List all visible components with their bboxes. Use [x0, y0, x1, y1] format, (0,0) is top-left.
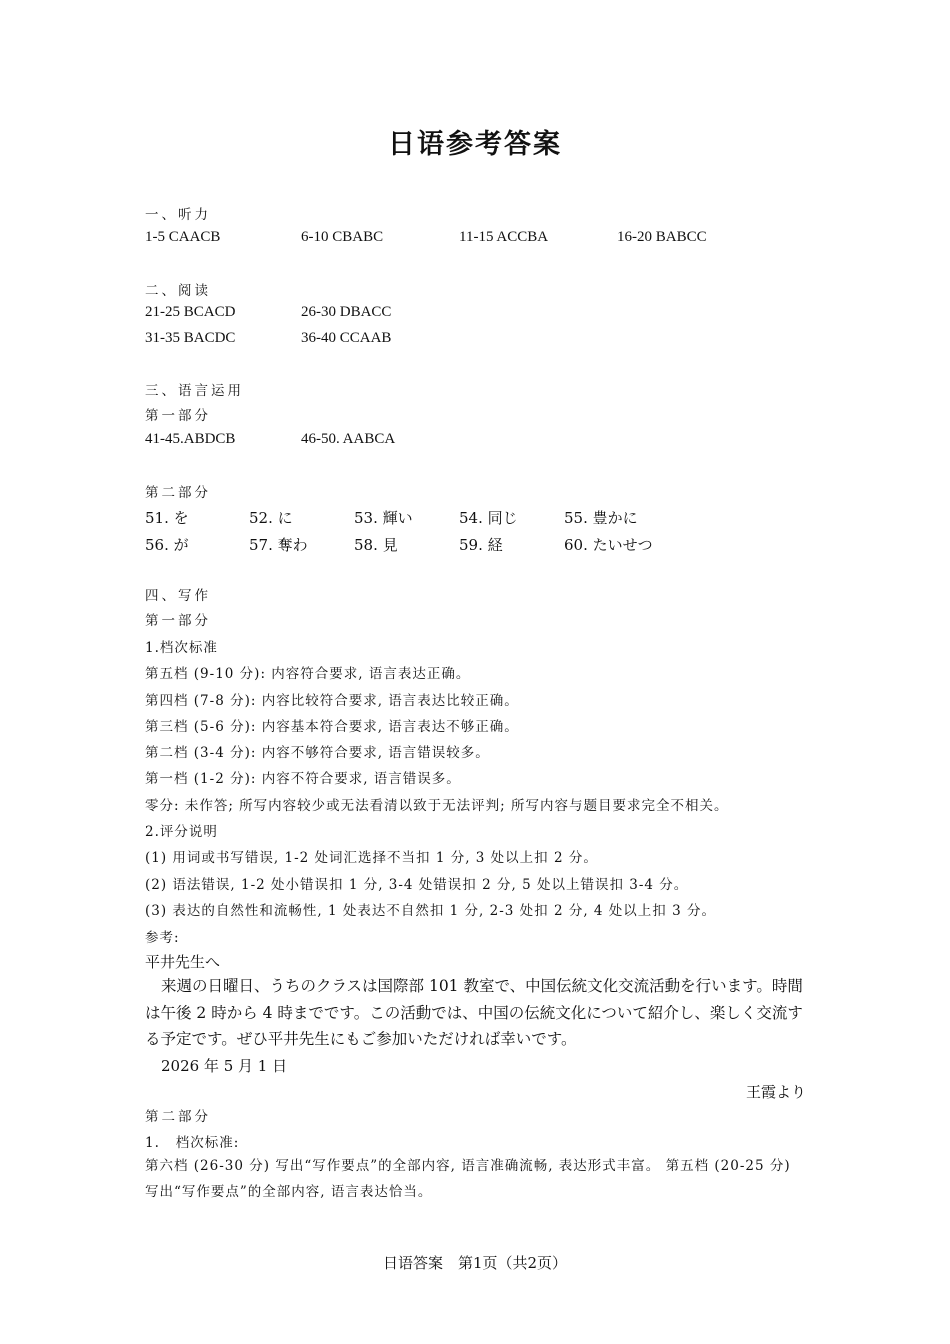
answer-row: 21-25 BCACD — [145, 304, 236, 320]
subsection-heading: 1. 档次标准: — [145, 1135, 240, 1151]
answer-row: 36-40 CCAAB — [301, 330, 392, 346]
grading-line: 第三档 (5-6 分): 内容基本符合要求, 语言表达不够正确。 — [145, 719, 519, 735]
grading-paragraph: 第六档 (26-30 分) 写出“写作要点”的全部内容, 语言准确流畅, 表达形式丰富。 第五档 (20-25 分) 写出“写作要点”的全部内容, 语言表达恰当。 — [145, 1158, 791, 1200]
answer-item: 59. 経 — [459, 536, 503, 554]
eval-line: (3) 表达的自然性和流畅性, 1 处表达不自然扣 1 分, 2-3 处扣 2 分, 4 处以上扣 3 分。 — [145, 903, 716, 919]
answer-item: 57. 奪わ — [249, 536, 308, 554]
letter-signature: 王霞より — [745, 1083, 806, 1101]
letter-date: 2026 年 5 月 1 日 — [161, 1057, 288, 1075]
grading-line: 零分: 未作答; 所写内容较少或无法看清以致于无法评判; 所写内容与题目要求完全不相关。 — [145, 798, 729, 814]
answer-item: 53. 輝い — [354, 509, 413, 527]
grading-line: 第四档 (7-8 分): 内容比较符合要求, 语言表达比较正确。 — [145, 693, 519, 709]
section-reading-heading: 二、阅读 — [145, 283, 211, 299]
answer-item: 52. に — [249, 509, 293, 527]
answer-row: 41-45.ABDCB — [145, 431, 236, 447]
answer-row: 31-35 BACDC — [145, 330, 236, 346]
answer-item: 54. 同じ — [459, 509, 518, 527]
letter-salutation: 平井先生へ — [145, 953, 221, 971]
answer-row: 6-10 CBABC — [301, 229, 384, 245]
part-heading: 第一部分 — [145, 613, 211, 629]
part-heading: 第一部分 — [145, 408, 211, 424]
part-heading: 第二部分 — [145, 485, 211, 501]
answer-item: 60. たいせつ — [564, 536, 653, 554]
eval-line: (1) 用词或书写错误, 1-2 处词汇选择不当扣 1 分, 3 处以上扣 2 分。 — [145, 850, 598, 866]
subsection-heading: 1.档次标准 — [145, 640, 218, 656]
grading-line: 第一档 (1-2 分): 内容不符合要求, 语言错误多。 — [145, 771, 461, 787]
answer-item: 56. が — [145, 536, 189, 554]
reference-label: 参考: — [145, 930, 180, 946]
answer-row: 26-30 DBACC — [301, 304, 392, 320]
section-writing-heading: 四、写作 — [145, 588, 211, 604]
grading-line: 第五档 (9-10 分): 内容符合要求, 语言表达正确。 — [145, 666, 471, 682]
answer-item: 55. 豊かに — [564, 509, 638, 527]
answer-item: 58. 見 — [354, 536, 398, 554]
answer-row: 11-15 ACCBA — [459, 229, 549, 245]
answer-row: 16-20 BABCC — [617, 229, 707, 245]
part-heading: 第二部分 — [145, 1109, 211, 1125]
letter-body: 来週の日曜日、うちのクラスは国際部 101 教室で、中国伝統文化交流活動を行います。時間は午後 2 時から 4 時までです。この活動では、中国の伝統文化について紹介し、楽しく交流する予定です。ぜひ平井先生にもご参加いただければ幸いです。 — [145, 977, 803, 1048]
subsection-heading: 2.评分说明 — [145, 824, 218, 840]
section-language-heading: 三、语言运用 — [145, 383, 244, 399]
answer-row: 1-5 CAACB — [145, 229, 221, 245]
answer-item: 51. を — [145, 509, 189, 527]
eval-line: (2) 语法错误, 1-2 处小错误扣 1 分, 3-4 处错误扣 2 分, 5 处以上错误扣 3-4 分。 — [145, 877, 689, 893]
section-listening-heading: 一、听力 — [145, 207, 211, 223]
page-title: 日语参考答案 — [388, 129, 562, 160]
page-footer: 日语答案 第1页（共2页） — [382, 1254, 568, 1272]
grading-line: 第二档 (3-4 分): 内容不够符合要求, 语言错误较多。 — [145, 745, 490, 761]
answer-row: 46-50. AABCA — [301, 431, 396, 447]
